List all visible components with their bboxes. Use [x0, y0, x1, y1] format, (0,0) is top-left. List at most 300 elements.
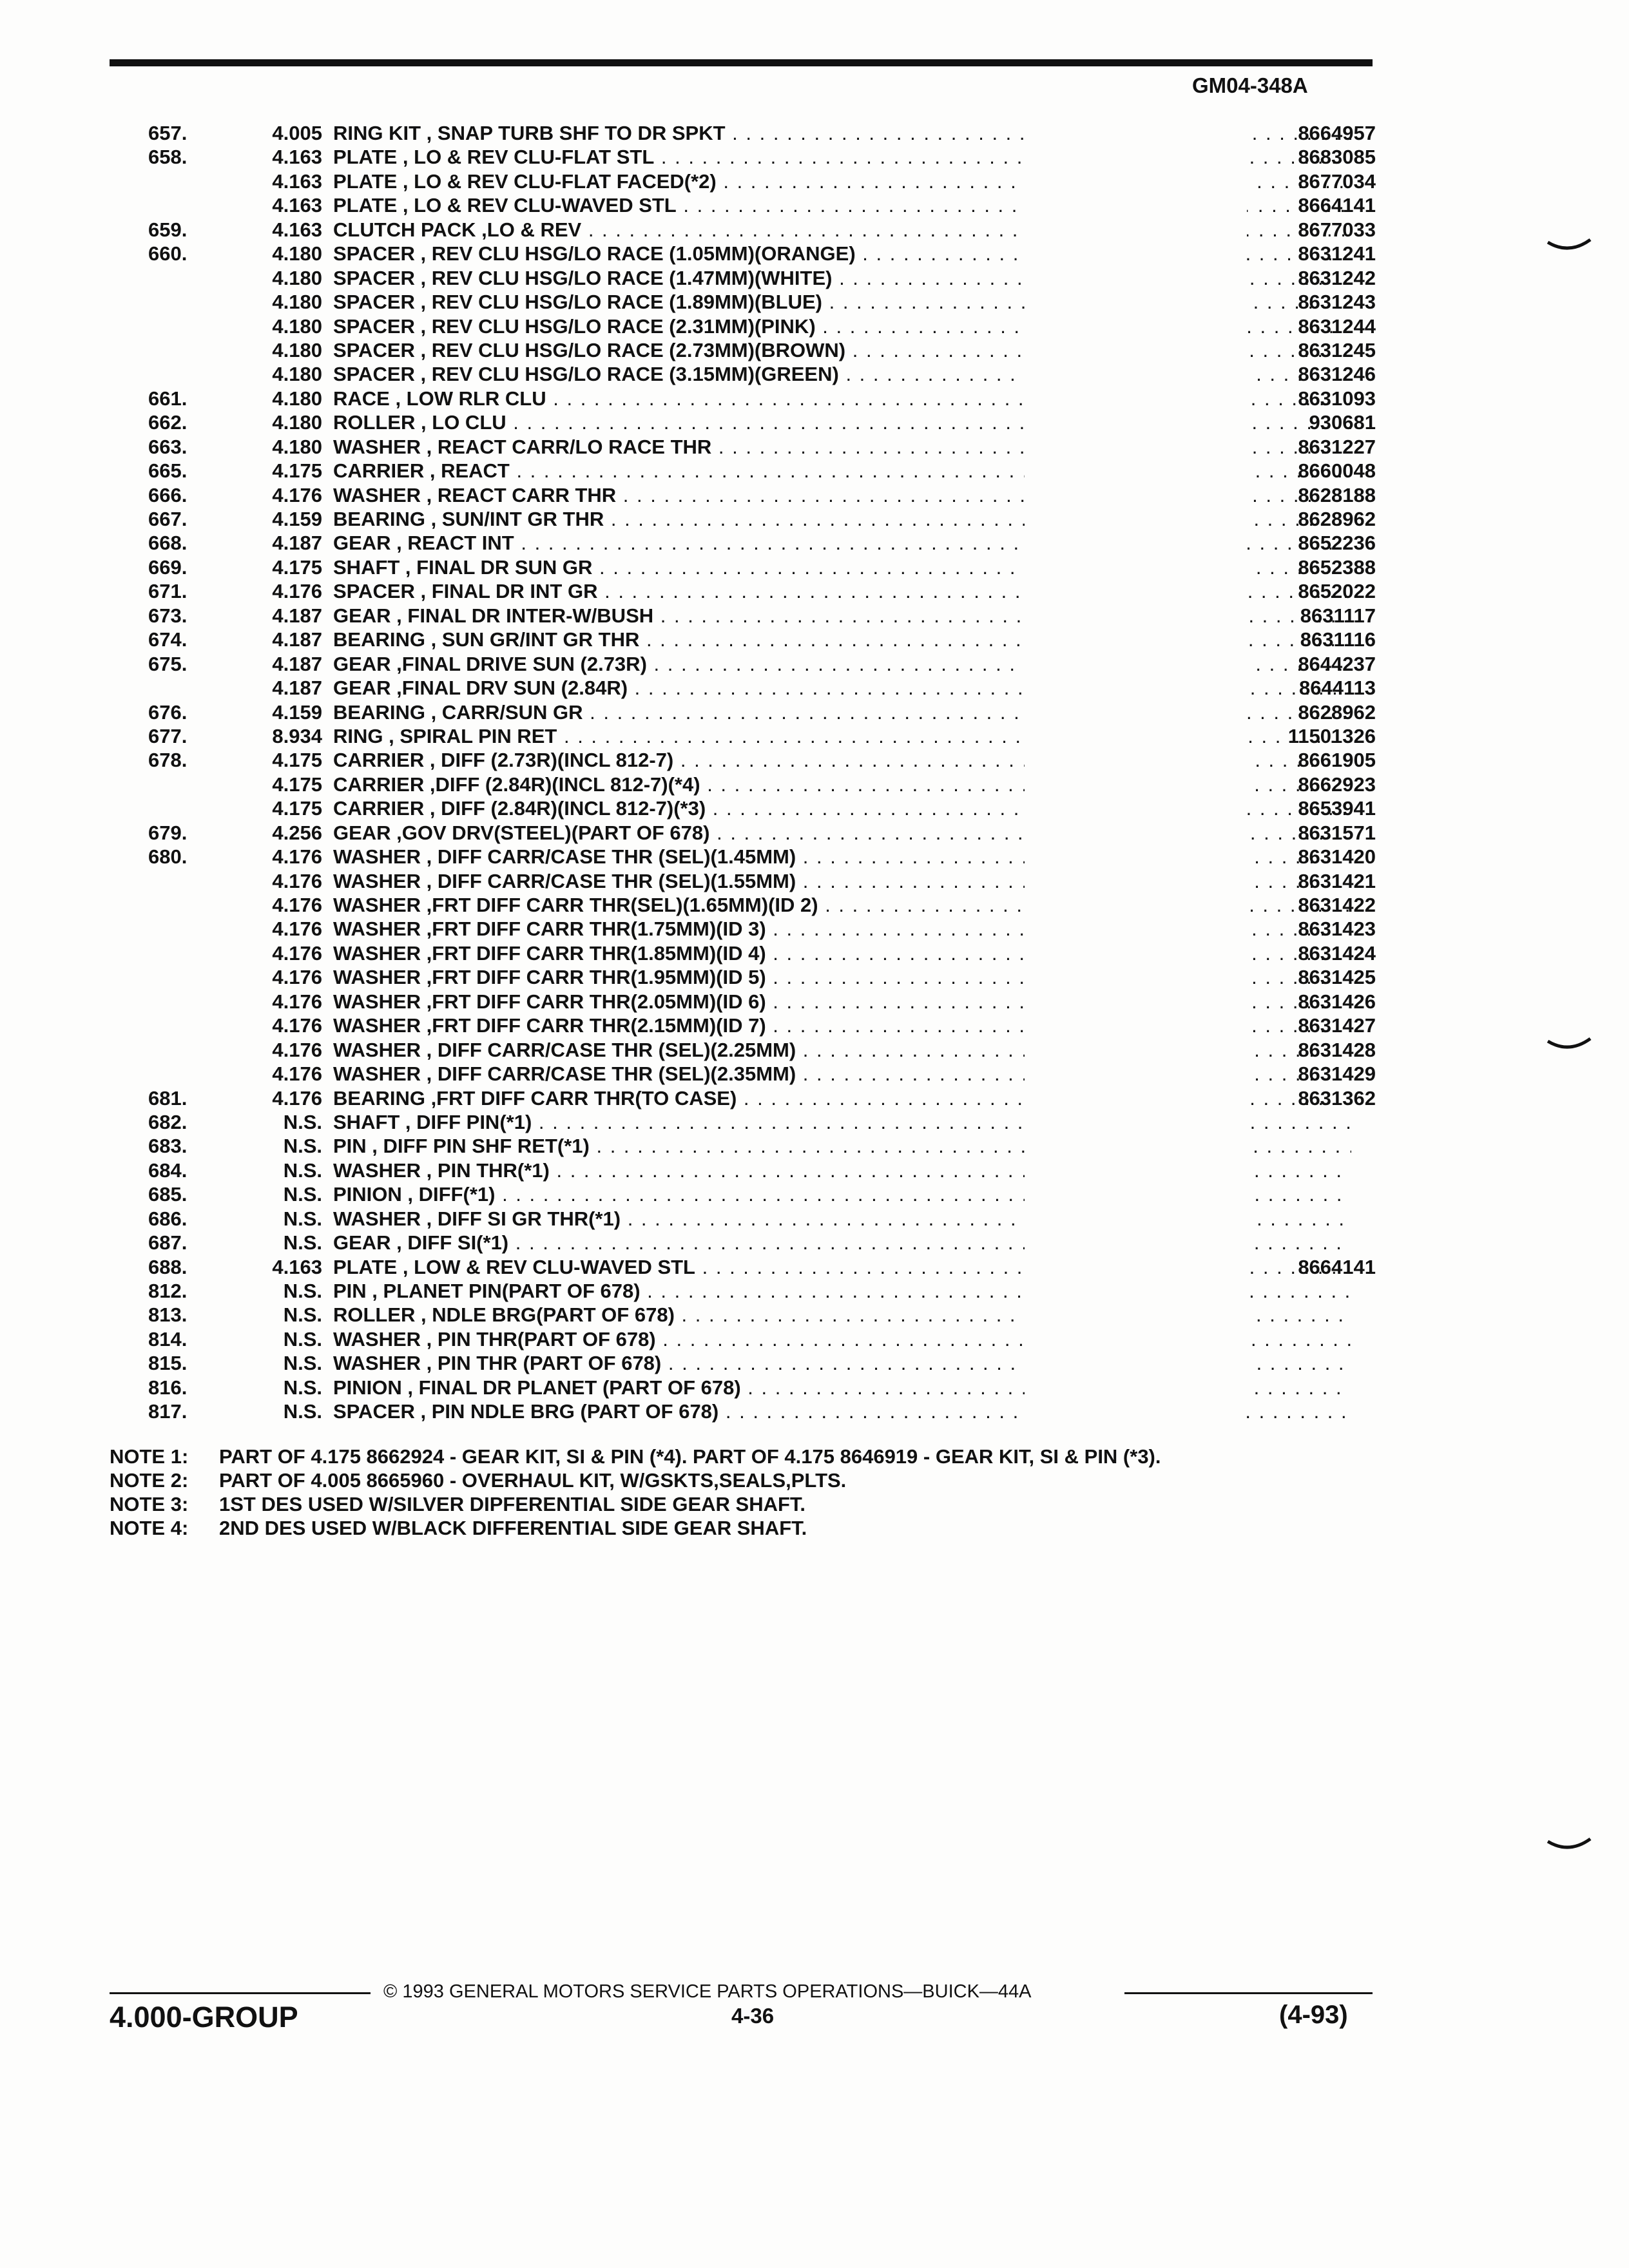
part-group-number: 4.163: [272, 169, 322, 193]
note: [110, 1492, 1161, 1516]
part-description: SPACER , REV CLU HSG/LO RACE (1.89MM)(BLUE) . . .: [333, 290, 1351, 314]
part-row: [119, 507, 1376, 531]
part-ref-number: 686.: [148, 1207, 188, 1230]
part-description: WASHER , PIN THR (PART OF 678) . . .: [333, 1351, 1351, 1375]
leader-end: [1025, 1399, 1247, 1423]
leader-end: [1025, 1110, 1247, 1134]
part-number: 8661905: [1298, 749, 1376, 772]
note-label: NOTE 2:: [110, 1469, 189, 1492]
part-group-number: N.S.: [283, 1280, 322, 1302]
part-number: 8631429: [1298, 1062, 1376, 1086]
note-text: PART OF 4.005 8665960 - OVERHAUL KIT, W/GSKTS,SEALS,PLTS.: [219, 1469, 847, 1492]
part-group-number: 4.163: [272, 194, 322, 217]
note: [110, 1516, 1161, 1540]
part-group-number: 4.176: [272, 483, 322, 506]
part-number: 8631571: [1298, 821, 1376, 844]
part-number: 8631241: [1298, 242, 1376, 265]
part-row: [119, 700, 1376, 724]
part-row: [119, 290, 1376, 314]
part-description: WASHER ,FRT DIFF CARR THR(2.15MM)(ID 7) . . .: [333, 1014, 1351, 1037]
leader-end: [1025, 1062, 1247, 1086]
part-ref-number: 679.: [148, 821, 188, 844]
part-number: 8631425: [1298, 966, 1376, 989]
part-description: SPACER , REV CLU HSG/LO RACE (2.31MM)(PINK) . . .: [333, 314, 1351, 338]
part-row: [119, 362, 1376, 386]
leader-end: [1025, 1303, 1247, 1327]
leader-end: [1025, 410, 1247, 434]
part-number: 11501326: [1287, 724, 1376, 747]
part-ref-number: 665.: [148, 459, 188, 483]
part-row: [119, 555, 1376, 579]
part-group-number: 4.180: [272, 338, 322, 361]
part-description: RING , SPIRAL PIN RET . . .: [333, 724, 1351, 748]
leader-end: [1025, 1158, 1247, 1182]
leader-end: [1025, 387, 1247, 410]
part-row: [119, 1086, 1376, 1110]
part-number: 8652236: [1298, 532, 1376, 555]
part-description: RACE , LOW RLR CLU . . .: [333, 387, 1351, 410]
part-number: 8631227: [1298, 435, 1376, 458]
part-row: [119, 1255, 1376, 1279]
part-number: 930681: [1309, 411, 1376, 434]
binder-hole-mark: [1547, 1036, 1592, 1055]
leader-end: [1025, 1327, 1247, 1351]
part-ref-number: 659.: [148, 218, 188, 241]
part-group-number: 4.180: [272, 266, 322, 289]
part-number: 8631362: [1298, 1086, 1376, 1110]
part-group-number: 4.180: [272, 411, 322, 434]
part-number: 8677034: [1298, 169, 1376, 193]
leader-end: [1025, 796, 1247, 820]
leader-end: [1025, 652, 1247, 676]
part-description: WASHER ,FRT DIFF CARR THR(1.75MM)(ID 3) . . .: [333, 917, 1351, 941]
copyright: © 1993 GENERAL MOTORS SERVICE PARTS OPERATIONS—BUICK—44A: [383, 1981, 1032, 2002]
part-group-number: 4.176: [272, 1014, 322, 1037]
part-number: 8631421: [1298, 869, 1376, 892]
footer-rule-right: [1124, 1992, 1373, 1994]
leader-end: [1025, 290, 1247, 314]
part-row: [119, 1182, 1376, 1206]
part-row: [119, 169, 1376, 193]
part-group-number: 8.934: [272, 724, 322, 747]
leader-end: [1025, 218, 1247, 242]
part-group-number: 4.176: [272, 580, 322, 603]
part-row: [119, 604, 1376, 628]
part-row: [119, 483, 1376, 507]
part-description: SPACER , REV CLU HSG/LO RACE (1.05MM)(ORANGE) . . .: [333, 242, 1351, 265]
part-number: 8660048: [1298, 459, 1376, 483]
part-group-number: 4.175: [272, 749, 322, 772]
part-number: 8631117: [1300, 604, 1376, 627]
page-number: 4-36: [731, 2004, 775, 2028]
leader-end: [1025, 1231, 1247, 1254]
document-code: GM04-348A: [1192, 73, 1308, 97]
part-group-number: 4.176: [272, 1086, 322, 1110]
part-group-number: 4.180: [272, 291, 322, 314]
part-group-number: 4.176: [272, 990, 322, 1013]
part-ref-number: 671.: [148, 580, 188, 603]
part-number: 8653941: [1298, 797, 1376, 820]
part-number: 8664141: [1298, 194, 1376, 217]
part-row: [119, 1110, 1376, 1134]
leader-end: [1025, 1279, 1247, 1303]
part-ref-number: 680.: [148, 845, 188, 869]
part-description: BEARING , SUN/INT GR THR . . .: [333, 507, 1351, 531]
part-description: WASHER , DIFF CARR/CASE THR (SEL)(2.25MM) . . .: [333, 1038, 1351, 1062]
part-description: GEAR ,GOV DRV(STEEL)(PART OF 678) . . .: [333, 821, 1351, 845]
part-description: CARRIER , DIFF (2.84R)(INCL 812-7)(*3) . . .: [333, 796, 1351, 820]
leader-end: [1025, 941, 1247, 965]
part-number: 8664141: [1298, 1255, 1376, 1278]
part-ref-number: 666.: [148, 483, 188, 506]
part-row: [119, 338, 1376, 362]
part-row: [119, 1303, 1376, 1327]
part-number: 8631422: [1298, 894, 1376, 916]
leader-end: [1025, 459, 1247, 483]
part-row: [119, 1014, 1376, 1037]
part-description: WASHER , PIN THR(*1) . . .: [333, 1158, 1351, 1182]
part-row: [119, 724, 1376, 748]
part-description: BEARING , SUN GR/INT GR THR . . .: [333, 628, 1351, 651]
part-ref-number: 816.: [148, 1376, 188, 1399]
parts-list: [119, 121, 1376, 1424]
part-row: [119, 796, 1376, 820]
footer-rule-left: [110, 1992, 371, 1994]
part-row: [119, 218, 1376, 242]
part-ref-number: 682.: [148, 1110, 188, 1133]
part-description: GEAR ,FINAL DRIVE SUN (2.73R) . . .: [333, 652, 1351, 676]
part-ref-number: 660.: [148, 242, 188, 265]
part-description: SPACER , REV CLU HSG/LO RACE (3.15MM)(GREEN) . . .: [333, 362, 1351, 386]
part-group-number: 4.176: [272, 1062, 322, 1086]
note-text: 2ND DES USED W/BLACK DIFFERENTIAL SIDE GEAR SHAFT.: [219, 1517, 807, 1539]
leader-end: [1025, 965, 1247, 989]
leader-end: [1025, 724, 1247, 748]
part-row: [119, 314, 1376, 338]
part-description: WASHER ,FRT DIFF CARR THR(1.95MM)(ID 5) . . .: [333, 965, 1351, 989]
part-row: [119, 1207, 1376, 1231]
part-group-number: N.S.: [283, 1352, 322, 1375]
part-group-number: N.S.: [283, 1400, 322, 1423]
leader-end: [1025, 990, 1247, 1014]
part-group-number: 4.180: [272, 363, 322, 386]
part-description: SPACER , REV CLU HSG/LO RACE (1.47MM)(WHITE) . . .: [333, 266, 1351, 290]
part-number: 8628962: [1298, 700, 1376, 724]
part-group-number: 4.187: [272, 628, 322, 651]
part-description: BEARING ,FRT DIFF CARR THR(TO CASE) . . .: [333, 1086, 1351, 1110]
part-description: WASHER , DIFF CARR/CASE THR (SEL)(1.45MM) . . .: [333, 845, 1351, 869]
leader-end: [1025, 193, 1247, 217]
part-group-number: 4.175: [272, 555, 322, 579]
part-group-number: N.S.: [283, 1303, 322, 1327]
part-number: 8631245: [1298, 338, 1376, 361]
part-row: [119, 893, 1376, 917]
part-ref-number: 657.: [148, 122, 188, 144]
part-ref-number: 676.: [148, 700, 188, 724]
note-text: 1ST DES USED W/SILVER DIPFERENTIAL SIDE GEAR SHAFT.: [219, 1493, 806, 1515]
part-group-number: N.S.: [283, 1327, 322, 1350]
part-group-number: 4.187: [272, 532, 322, 555]
leader-end: [1025, 338, 1247, 362]
part-row: [119, 145, 1376, 169]
part-group-number: N.S.: [283, 1183, 322, 1206]
part-number: 8631424: [1298, 941, 1376, 965]
leader-end: [1025, 579, 1247, 603]
part-description: SHAFT , DIFF PIN(*1) . . .: [333, 1110, 1351, 1134]
part-ref-number: 812.: [148, 1280, 188, 1302]
part-description: CARRIER , REACT . . .: [333, 459, 1351, 483]
part-description: WASHER , DIFF SI GR THR(*1) . . .: [333, 1207, 1351, 1231]
part-row: [119, 1231, 1376, 1254]
part-ref-number: 675.: [148, 652, 188, 675]
part-row: [119, 193, 1376, 217]
part-description: PIN , DIFF PIN SHF RET(*1) . . .: [333, 1134, 1351, 1158]
leader-end: [1025, 1207, 1247, 1231]
note-label: NOTE 3:: [110, 1493, 189, 1515]
part-description: GEAR , REACT INT . . .: [333, 531, 1351, 555]
part-description: PLATE , LOW & REV CLU-WAVED STL . . .: [333, 1255, 1351, 1279]
part-ref-number: 688.: [148, 1255, 188, 1278]
leader-end: [1025, 1255, 1247, 1279]
part-row: [119, 676, 1376, 700]
part-group-number: 4.187: [272, 604, 322, 627]
part-row: [119, 965, 1376, 989]
part-row: [119, 917, 1376, 941]
part-ref-number: 678.: [148, 749, 188, 772]
leader-end: [1025, 362, 1247, 386]
note-label: NOTE 4:: [110, 1517, 189, 1539]
part-number: 8683085: [1298, 146, 1376, 169]
part-number: 8631242: [1298, 266, 1376, 289]
part-group-number: 4.163: [272, 218, 322, 241]
part-description: GEAR ,FINAL DRV SUN (2.84R) . . .: [333, 676, 1351, 700]
leader-end: [1025, 1014, 1247, 1037]
part-group-number: N.S.: [283, 1158, 322, 1182]
date-code: (4-93): [1279, 2001, 1348, 2029]
part-number: 8631116: [1300, 628, 1376, 651]
part-group-number: 4.176: [272, 894, 322, 916]
part-number: 8644237: [1298, 652, 1376, 675]
part-description: WASHER ,FRT DIFF CARR THR(SEL)(1.65MM)(ID 2) . . .: [333, 893, 1351, 917]
leader-end: [1025, 531, 1247, 555]
leader-end: [1025, 628, 1247, 651]
part-group-number: N.S.: [283, 1110, 322, 1133]
part-row: [119, 1038, 1376, 1062]
leader-end: [1025, 1038, 1247, 1062]
part-row: [119, 1351, 1376, 1375]
part-description: WASHER ,FRT DIFF CARR THR(2.05MM)(ID 6) . . .: [333, 990, 1351, 1014]
part-description: PINION , DIFF(*1) . . .: [333, 1182, 1351, 1206]
part-ref-number: 681.: [148, 1086, 188, 1110]
part-number: 8631420: [1298, 845, 1376, 869]
part-row: [119, 1158, 1376, 1182]
leader-end: [1025, 1351, 1247, 1375]
part-group-number: 4.175: [272, 773, 322, 796]
part-number: 8631426: [1298, 990, 1376, 1013]
leader-end: [1025, 676, 1247, 700]
part-description: CLUTCH PACK ,LO & REV . . .: [333, 218, 1351, 242]
part-number: 8662923: [1298, 773, 1376, 796]
leader-end: [1025, 483, 1247, 507]
part-description: CARRIER , DIFF (2.73R)(INCL 812-7) . . .: [333, 748, 1351, 772]
note: [110, 1468, 1161, 1492]
leader-end: [1025, 555, 1247, 579]
part-group-number: 4.175: [272, 459, 322, 483]
part-number: 8652388: [1298, 555, 1376, 579]
note: [110, 1445, 1161, 1468]
leader-end: [1025, 1134, 1247, 1158]
part-description: PLATE , LO & REV CLU-FLAT FACED(*2) . . .: [333, 169, 1351, 193]
leader-end: [1025, 869, 1247, 893]
part-description: WASHER , DIFF CARR/CASE THR (SEL)(2.35MM) . . .: [333, 1062, 1351, 1086]
leader-end: [1025, 821, 1247, 845]
part-row: [119, 579, 1376, 603]
leader-end: [1025, 700, 1247, 724]
part-row: [119, 1399, 1376, 1423]
leader-end: [1025, 917, 1247, 941]
part-description: SHAFT , FINAL DR SUN GR . . .: [333, 555, 1351, 579]
part-group-number: N.S.: [283, 1207, 322, 1230]
leader-end: [1025, 145, 1247, 169]
top-rule: [110, 59, 1373, 66]
part-number: 8677033: [1298, 218, 1376, 241]
part-description: CARRIER ,DIFF (2.84R)(INCL 812-7)(*4) . . .: [333, 773, 1351, 796]
leader-end: [1025, 1086, 1247, 1110]
leader-end: [1025, 507, 1247, 531]
part-number: 8628188: [1298, 483, 1376, 506]
part-group-number: N.S.: [283, 1231, 322, 1254]
part-ref-number: 815.: [148, 1352, 188, 1375]
leader-end: [1025, 1182, 1247, 1206]
part-row: [119, 748, 1376, 772]
part-description: PINION , FINAL DR PLANET (PART OF 678) . . .: [333, 1376, 1351, 1399]
part-number: 8628962: [1298, 508, 1376, 530]
leader-end: [1025, 845, 1247, 869]
part-description: ROLLER , NDLE BRG(PART OF 678) . . .: [333, 1303, 1351, 1327]
part-group-number: N.S.: [283, 1135, 322, 1158]
part-ref-number: 687.: [148, 1231, 188, 1254]
part-ref-number: 658.: [148, 146, 188, 169]
part-group-number: 4.180: [272, 435, 322, 458]
part-group-number: 4.180: [272, 242, 322, 265]
part-number: 8631243: [1298, 291, 1376, 314]
part-row: [119, 869, 1376, 893]
part-number: 8631423: [1298, 918, 1376, 941]
part-description: SPACER , PIN NDLE BRG (PART OF 678) . . .: [333, 1399, 1351, 1423]
part-row: [119, 387, 1376, 410]
part-row: [119, 628, 1376, 651]
part-group-number: 4.175: [272, 797, 322, 820]
part-group-number: 4.176: [272, 869, 322, 892]
part-description: SPACER , FINAL DR INT GR . . .: [333, 579, 1351, 603]
part-description: PLATE , LO & REV CLU-FLAT STL . . .: [333, 145, 1351, 169]
part-row: [119, 652, 1376, 676]
leader-end: [1025, 748, 1247, 772]
part-group-number: 4.176: [272, 845, 322, 869]
part-group-number: N.S.: [283, 1376, 322, 1399]
part-ref-number: 674.: [148, 628, 188, 651]
part-description: PLATE , LO & REV CLU-WAVED STL . . .: [333, 193, 1351, 217]
part-group-number: 4.163: [272, 146, 322, 169]
leader-end: [1025, 1376, 1247, 1399]
part-description: GEAR , FINAL DR INTER-W/BUSH . . .: [333, 604, 1351, 628]
part-group-number: 4.187: [272, 652, 322, 675]
part-ref-number: 683.: [148, 1135, 188, 1158]
part-row: [119, 242, 1376, 265]
part-row: [119, 821, 1376, 845]
part-row: [119, 941, 1376, 965]
part-description: ROLLER , LO CLU . . .: [333, 410, 1351, 434]
part-group-number: 4.256: [272, 821, 322, 844]
part-number: 8644113: [1299, 677, 1376, 700]
part-ref-number: 667.: [148, 508, 188, 530]
part-group-number: 4.176: [272, 918, 322, 941]
part-row: [119, 1327, 1376, 1351]
part-ref-number: 663.: [148, 435, 188, 458]
leader-end: [1025, 435, 1247, 459]
leader-end: [1025, 242, 1247, 265]
part-description: PIN , PLANET PIN(PART OF 678) . . .: [333, 1279, 1351, 1303]
part-group-number: 4.159: [272, 508, 322, 530]
part-ref-number: 673.: [148, 604, 188, 627]
part-group-number: 4.176: [272, 966, 322, 989]
leader-end: [1025, 893, 1247, 917]
part-description: WASHER , DIFF CARR/CASE THR (SEL)(1.55MM) . . .: [333, 869, 1351, 893]
leader-end: [1025, 773, 1247, 796]
part-group-number: 4.180: [272, 314, 322, 338]
part-row: [119, 121, 1376, 145]
binder-hole-mark: [1547, 1836, 1592, 1856]
part-number: 8631246: [1298, 363, 1376, 386]
leader-end: [1025, 121, 1247, 145]
part-row: [119, 845, 1376, 869]
part-description: BEARING , CARR/SUN GR . . .: [333, 700, 1351, 724]
part-row: [119, 435, 1376, 459]
part-group-number: 4.187: [272, 677, 322, 700]
part-group-number: 4.176: [272, 1038, 322, 1061]
group-label: 4.000-GROUP: [110, 2001, 298, 2033]
part-number: 8664957: [1298, 122, 1376, 144]
part-description: RING KIT , SNAP TURB SHF TO DR SPKT . . .: [333, 121, 1351, 145]
part-ref-number: 817.: [148, 1400, 188, 1423]
part-row: [119, 410, 1376, 434]
part-row: [119, 1062, 1376, 1086]
part-ref-number: 677.: [148, 724, 188, 747]
note-text: PART OF 4.175 8662924 - GEAR KIT, SI & PIN (*4). PART OF 4.175 8646919 - GEAR KIT, SI & PIN (*3).: [219, 1445, 1161, 1468]
part-row: [119, 1134, 1376, 1158]
leader-end: [1025, 169, 1247, 193]
part-group-number: 4.159: [272, 700, 322, 724]
part-description: WASHER , REACT CARR/LO RACE THR . . .: [333, 435, 1351, 459]
part-ref-number: 814.: [148, 1327, 188, 1350]
part-description: WASHER , PIN THR(PART OF 678) . . .: [333, 1327, 1351, 1351]
note-label: NOTE 1:: [110, 1445, 189, 1468]
part-description: WASHER ,FRT DIFF CARR THR(1.85MM)(ID 4) . . .: [333, 941, 1351, 965]
leader-end: [1025, 266, 1247, 290]
part-description: WASHER , REACT CARR THR . . .: [333, 483, 1351, 507]
leader-end: [1025, 314, 1247, 338]
part-ref-number: 684.: [148, 1158, 188, 1182]
part-group-number: 4.005: [272, 122, 322, 144]
part-description: SPACER , REV CLU HSG/LO RACE (2.73MM)(BROWN) . . .: [333, 338, 1351, 362]
part-group-number: 4.163: [272, 1255, 322, 1278]
part-row: [119, 531, 1376, 555]
part-number: 8631427: [1298, 1014, 1376, 1037]
part-ref-number: 661.: [148, 387, 188, 410]
part-group-number: 4.180: [272, 387, 322, 410]
part-description: GEAR , DIFF SI(*1) . . .: [333, 1231, 1351, 1254]
part-row: [119, 1376, 1376, 1399]
